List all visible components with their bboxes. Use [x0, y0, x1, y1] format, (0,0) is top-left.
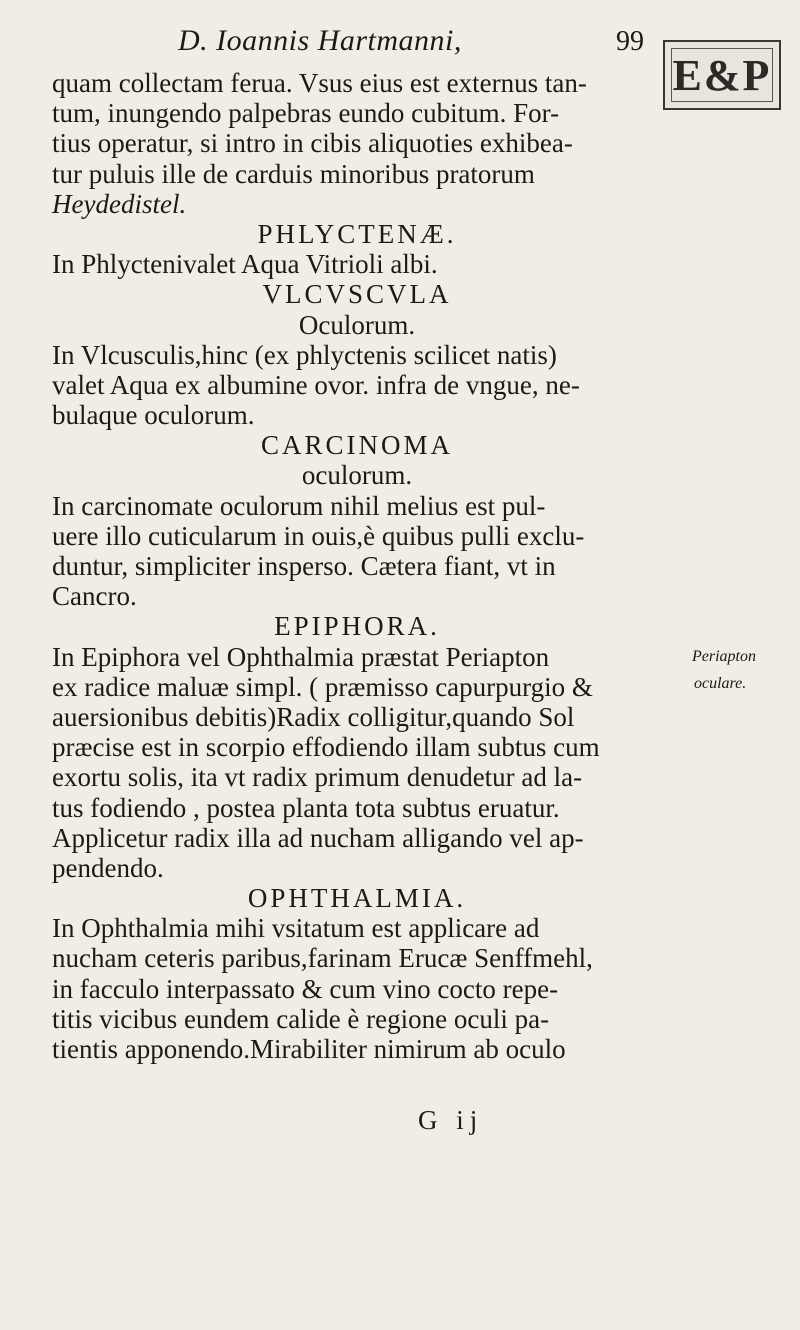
running-head: D. Ioannis Hartmanni, — [178, 24, 462, 57]
text-line: In carcinomate oculorum nihil melius est pul- — [52, 490, 546, 521]
text-line: duntur, simpliciter inspersо. Cætera fiant, vt in — [52, 551, 556, 581]
signature-mark: G ij — [418, 1105, 484, 1135]
text-line: In Phlyctenivalet Aqua Vitrioli albi. — [52, 249, 438, 280]
section-heading: CARCINOMA — [260, 430, 454, 461]
text-line: præcise est in scorpio effodiendo illam subtus cum — [52, 732, 600, 763]
text-line: Applicetur radix illa ad nucham alligando vel ap- — [52, 822, 584, 853]
section-heading: PHLYCTENÆ. — [257, 218, 457, 249]
text-line: Cancro. — [52, 581, 137, 612]
text-line: tientis apponendo.Mirabiliter nimirum ab oculo — [52, 1034, 566, 1064]
text-line: titis vicibus eundem calide è regione oculi pa- — [52, 1003, 550, 1034]
text-block — [52, 68, 662, 1064]
text-line: pendendo. — [52, 852, 164, 883]
library-stamp — [663, 40, 781, 110]
text-line: bulaque oculorum. — [52, 400, 255, 431]
text-line: auersionibus debitis)Radix colligitur,quando Sol — [52, 701, 575, 732]
text-line: tus fodiendo , postea planta tota subtus eruatur. — [52, 792, 560, 823]
text-line: Heydedistel. — [52, 188, 187, 219]
section-heading: OPHTHALMIA. — [247, 883, 467, 914]
text-line: nucham ceteris paribus,farinam Erucæ Senffmehl, — [52, 943, 593, 974]
page-number: 99 — [616, 26, 644, 57]
text-line: tius operatur, si intro in cibis aliquoties exhibea- — [52, 128, 573, 159]
text-line: In Ophthalmia mihi vsitatum est applicare ad — [52, 913, 540, 944]
margin-note-oculare: oculare. — [694, 675, 747, 692]
text-line: in facculo interpassato & cum vino cocto repe- — [52, 973, 559, 1004]
text-line: In Vlcusculis,hinc (ex phlyctenis scilicet natis) — [52, 339, 557, 370]
text-line: uere illo cuticularum in ouis,è quibus pulli exclu- — [52, 520, 585, 551]
section-heading: VLCVSCVLA — [262, 279, 452, 310]
text-line: valet Aqua ex albumine ovor. infra de vngue, ne- — [52, 369, 580, 400]
text-line: exortu solis, ita vt radix primum denudetur ad la- — [52, 762, 583, 793]
section-heading: EPIPHORA. — [274, 611, 440, 642]
section-subheading: oculorum. — [301, 460, 413, 491]
text-line: ex radice maluæ simpl. ( præmisso capurpurgio & — [52, 671, 593, 702]
text-line: tur puluis ille de carduis minoribus pratorum — [52, 158, 535, 189]
text-line: In Epiphora vel Ophthalmia præstat Periapton — [52, 641, 550, 672]
section-subheading: Oculorum. — [298, 309, 416, 340]
text-line: quam collectam ferua. Vsus eius est externus tan- — [52, 68, 587, 98]
stamp-text: E&P — [672, 51, 772, 100]
text-line: tum, inungendo palpebras eundo cubitum. For- — [52, 98, 560, 129]
margin-note-periapton: Periapton — [692, 648, 756, 665]
